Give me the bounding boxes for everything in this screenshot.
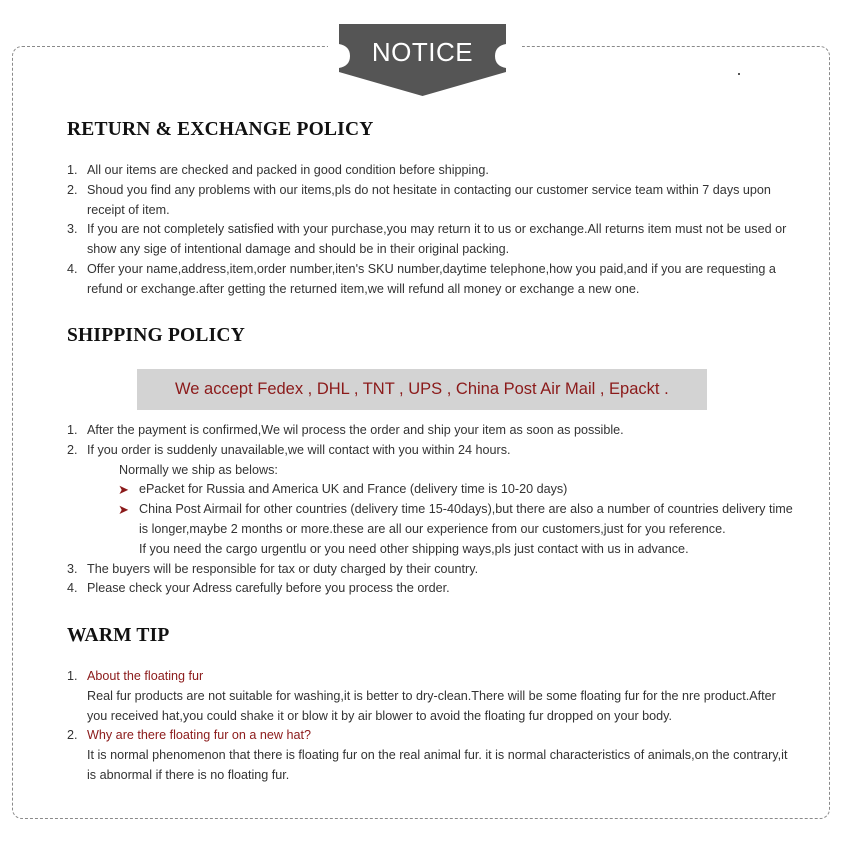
list-item: 4. Offer your name,address,item,order number,iten's SKU number,daytime telephone,how you paid,and if you are requesting a refund or exchange.after getting the returned item,we will refund all money or exchange a new one. xyxy=(67,261,776,296)
list-item: 2. Why are there floating fur on a new hat? It is normal phenomenon that there is floating fur on the real animal fur. it is normal characteristics of animals,on the contrary,it is abnormal if there is no floating fur. xyxy=(67,726,807,785)
warm-tip-list xyxy=(67,667,807,786)
shipping-policy-list xyxy=(67,421,807,599)
notice-title: NOTICE xyxy=(371,37,474,67)
shipping-method-item: ➤ China Post Airmail for other countries (delivery time 15-40days),but there are also a number of countries delivery time xyxy=(87,500,807,520)
carriers-banner: We accept Fedex , DHL , TNT , UPS , China Post Air Mail , Epackt . xyxy=(137,369,707,410)
list-item: 1. After the payment is confirmed,We wil process the order and ship your item as soon as possible. xyxy=(67,423,624,437)
list-item: 3. If you are not completely satisfied with your purchase,you may return it to us or exchange.All returns item must not be used or show any sige of intentional damage and should be in their original packing. xyxy=(67,222,787,257)
shipping-method-item: ➤ ePacket for Russia and America UK and France (delivery time is 10-20 days) xyxy=(87,480,807,500)
notice-badge xyxy=(339,24,506,96)
tip-title: About the floating fur xyxy=(87,669,204,683)
return-policy-list xyxy=(67,161,807,300)
dot-mark xyxy=(738,73,740,75)
list-item: 3. The buyers will be responsible for tax or duty charged by their country. xyxy=(67,561,479,576)
arrow-bullet-icon: ➤ xyxy=(118,502,129,518)
return-policy-heading: RETURN & EXCHANGE POLICY xyxy=(67,119,374,140)
arrow-bullet-icon: ➤ xyxy=(118,482,129,498)
list-item: 4. Please check your Adress carefully before you process the order. xyxy=(67,581,450,596)
list-item: 1. About the floating fur Real fur products are not suitable for washing,it is better to dry-clean.There will be some floating fur for the nre product.After you received hat,you could shake it or blow it by air blower to avoid the floating fur dropped on your body. xyxy=(67,667,807,726)
list-item: 1. All our items are checked and packed in good condition before shipping. xyxy=(67,163,489,177)
list-item: 2. If you order is suddenly unavailable,we will contact with you within 24 hours. Normally we ship as belows: ➤ ePacket for Russia and America UK and France (delivery time is 10-20 days) ➤ China Post Airmail for other countries (delivery time 15-40days),but there are also a number of countries delivery time is longer,maybe 2 months or more.these are all our experience from our customers,just for you reference. If you need the cargo urgentlu or you need other shipping ways,pls just contact with us in advance. xyxy=(67,441,807,560)
shipping-policy-heading: SHIPPING POLICY xyxy=(67,325,245,346)
tip-title: Why are there floating fur on a new hat? xyxy=(87,728,312,743)
warm-tip-heading: WARM TIP xyxy=(67,625,170,646)
list-item: 2. Shoud you find any problems with our items,pls do not hesitate in contacting our customer service team within 7 days upon receipt of item. xyxy=(67,182,771,217)
